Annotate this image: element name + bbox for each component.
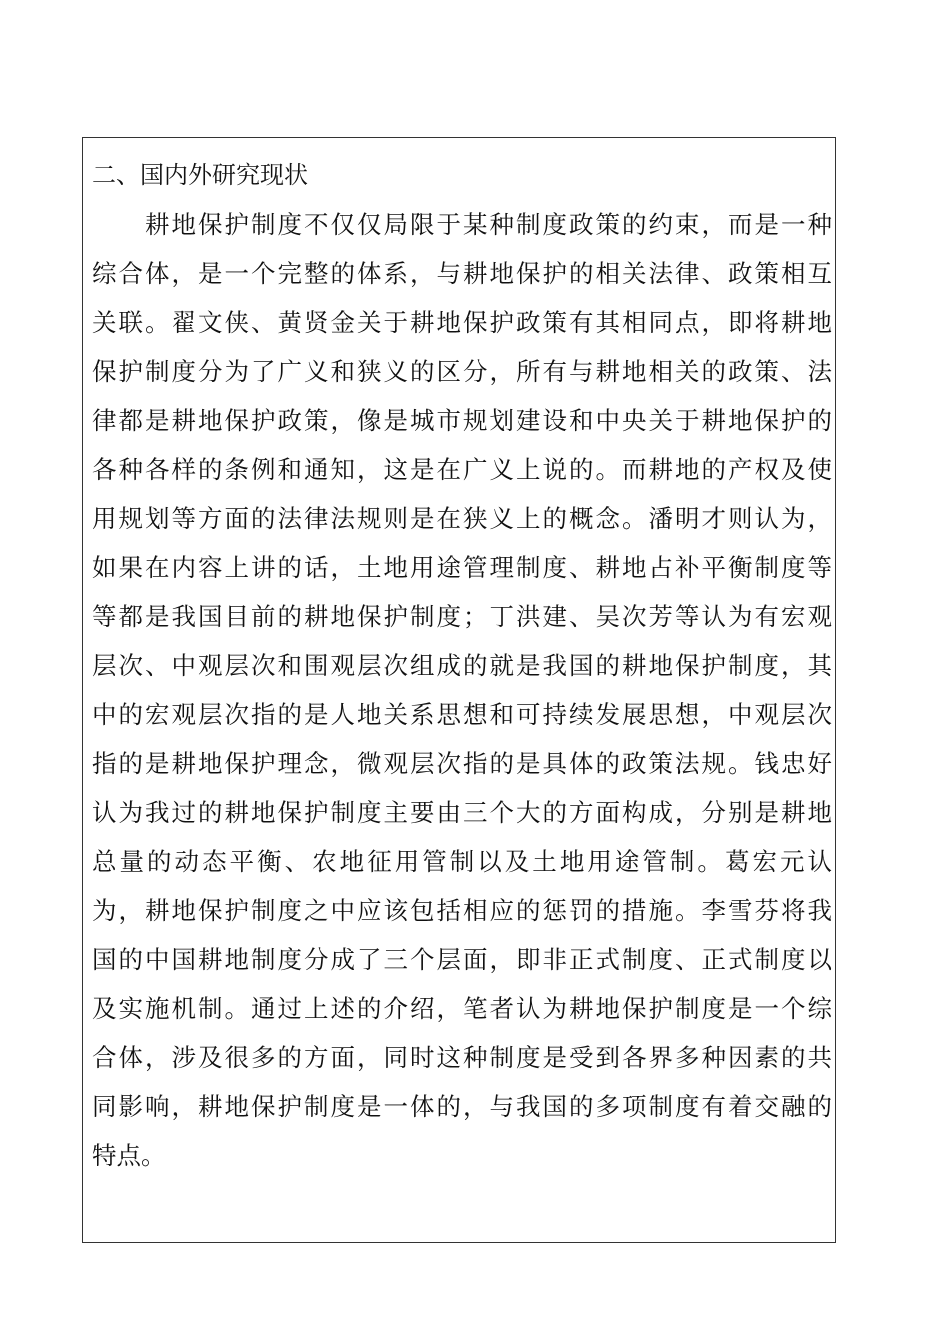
- paragraph-line: 耕地保护制度不仅仅局限于某种制度政策的约束，而是一种: [145, 210, 832, 239]
- paragraph-line: 合体，涉及很多的方面，同时这种制度是受到各界多种因素的共: [92, 1043, 832, 1072]
- section-heading: 二、国内外研究现状: [92, 161, 308, 189]
- paragraph-line: 层次、中观层次和围观层次组成的就是我国的耕地保护制度，其: [92, 651, 832, 680]
- paragraph-line: 关联。翟文侠、黄贤金关于耕地保护政策有其相同点，即将耕地: [92, 308, 832, 337]
- paragraph-line: 保护制度分为了广义和狭义的区分，所有与耕地相关的政策、法: [92, 357, 832, 386]
- paragraph-line: 同影响，耕地保护制度是一体的，与我国的多项制度有着交融的: [92, 1092, 832, 1121]
- paragraph-line: 指的是耕地保护理念，微观层次指的是具体的政策法规。钱忠好: [92, 749, 832, 778]
- paragraph-line: 国的中国耕地制度分成了三个层面，即非正式制度、正式制度以: [92, 945, 832, 974]
- paragraph-line: 用规划等方面的法律法规则是在狭义上的概念。潘明才则认为，: [92, 504, 832, 533]
- paragraph-line: 中的宏观层次指的是人地关系思想和可持续发展思想，中观层次: [92, 700, 832, 729]
- paragraph-line: 为，耕地保护制度之中应该包括相应的惩罚的措施。李雪芬将我: [92, 896, 832, 925]
- paragraph-line: 律都是耕地保护政策，像是城市规划建设和中央关于耕地保护的: [92, 406, 832, 435]
- paragraph-line: 及实施机制。通过上述的介绍，笔者认为耕地保护制度是一个综: [92, 994, 832, 1023]
- paragraph-line: 认为我过的耕地保护制度主要由三个大的方面构成，分别是耕地: [92, 798, 832, 827]
- paragraph-line: 总量的动态平衡、农地征用管制以及土地用途管制。葛宏元认: [92, 847, 832, 876]
- paragraph: [92, 210, 832, 1190]
- paragraph-line: 等都是我国目前的耕地保护制度；丁洪建、吴次芳等认为有宏观: [92, 602, 832, 631]
- paragraph-line: 特点。: [92, 1141, 166, 1170]
- paragraph-line: 各种各样的条例和通知，这是在广义上说的。而耕地的产权及使: [92, 455, 832, 484]
- document-frame: [82, 137, 836, 1243]
- paragraph-line: 综合体，是一个完整的体系，与耕地保护的相关法律、政策相互: [92, 259, 832, 288]
- paragraph-line: 如果在内容上讲的话，土地用途管理制度、耕地占补平衡制度等: [92, 553, 832, 582]
